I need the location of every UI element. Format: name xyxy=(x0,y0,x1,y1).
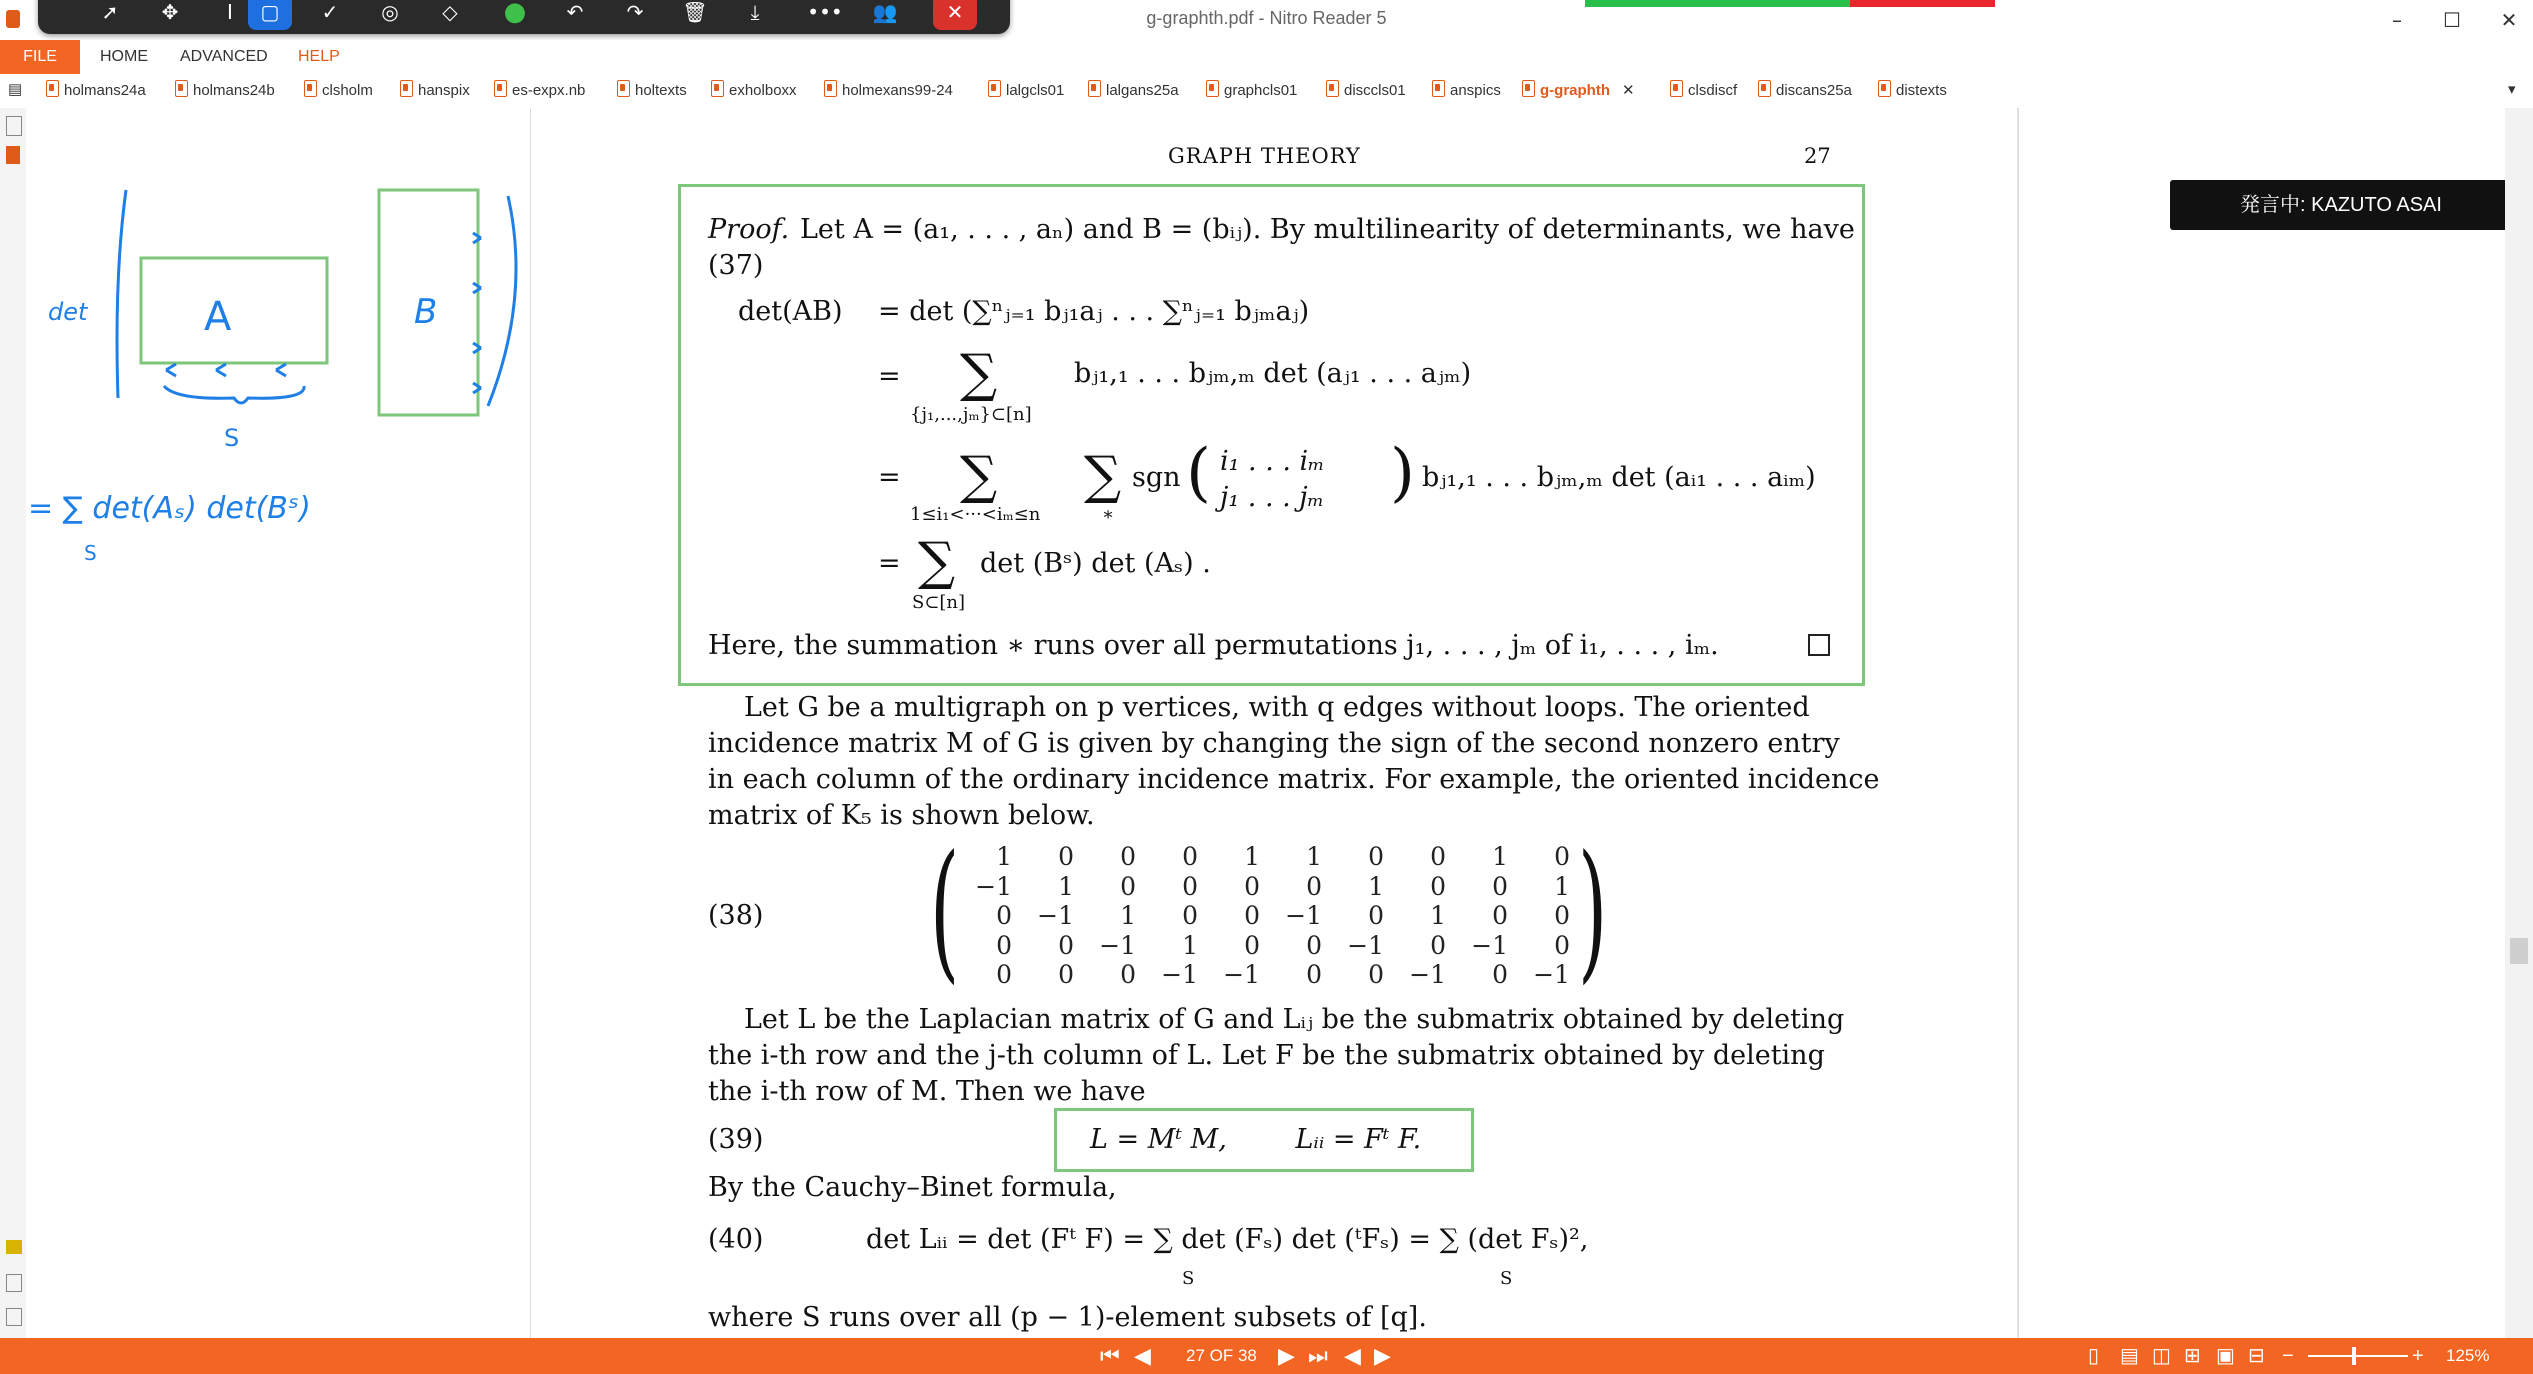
speaker-indicator: 発言中: KAZUTO ASAI xyxy=(2170,180,2512,230)
matrix-cell: 0 xyxy=(1244,901,1260,930)
last-page-icon[interactable]: ⏭ xyxy=(1308,1343,1328,1368)
vertical-scrollbar[interactable] xyxy=(2505,108,2533,1338)
matrix-cell: −1 xyxy=(1161,960,1198,989)
eq37-lhs: det(AB) xyxy=(738,296,843,327)
right-margin xyxy=(2018,108,2506,1338)
color-dot-icon[interactable]: ● xyxy=(503,0,527,27)
sum-symbol: ∑ xyxy=(918,532,956,592)
matrix-cell: 0 xyxy=(1554,842,1570,871)
pdf-icon xyxy=(1088,80,1101,97)
menu-file[interactable]: FILE xyxy=(0,40,80,74)
meeting-status-green xyxy=(1585,0,1850,7)
pdf-icon xyxy=(1432,80,1445,97)
matrix-cell: 0 xyxy=(1120,960,1136,989)
eq37-line3-sub1: 1≤i₁<···<iₘ≤n xyxy=(910,504,1041,525)
matrix-cell: 1 xyxy=(1244,842,1260,871)
matrix-cell: 1 xyxy=(1058,871,1074,901)
handwriting-a: A xyxy=(204,294,232,340)
pdf-icon xyxy=(175,80,188,97)
zoom-in-icon[interactable]: + xyxy=(2412,1345,2424,1367)
minimize-button[interactable]: – xyxy=(2392,8,2402,32)
para2-line3: the i-th row of M. Then we have xyxy=(708,1076,1146,1107)
menu-help[interactable]: HELP xyxy=(298,48,340,65)
move-icon[interactable]: ✥ xyxy=(161,0,179,24)
bookmark-icon[interactable] xyxy=(6,146,20,164)
tab-holtexts[interactable]: holtexts xyxy=(617,80,687,102)
para1-line3: in each column of the ordinary incidence matrix. For example, the oriented incidence xyxy=(708,764,1880,795)
incidence-matrix xyxy=(950,842,1570,990)
matrix-cell: 0 xyxy=(1244,871,1260,901)
tab-holmexans99-24[interactable]: holmexans99-24 xyxy=(824,80,953,102)
qed-box xyxy=(1808,634,1830,656)
text-cursor-icon[interactable]: Ⅰ xyxy=(227,0,233,24)
sum-symbol: ∑ xyxy=(960,446,998,506)
eq37-line4-sub: S⊂[n] xyxy=(912,592,966,613)
matrix-cell: 0 xyxy=(1306,960,1322,989)
matrix-cell: 1 xyxy=(1306,842,1322,871)
matrix-cell: 0 xyxy=(1492,871,1508,901)
matrix-cell: 0 xyxy=(1244,930,1260,960)
facing-view-icon[interactable]: ◫ xyxy=(2152,1345,2171,1367)
tab-discans25a[interactable]: discans25a xyxy=(1758,80,1852,102)
download-icon[interactable]: ⤓ xyxy=(750,0,760,24)
matrix-row xyxy=(950,960,1570,990)
pdf-icon xyxy=(1206,80,1219,97)
matrix-row xyxy=(950,901,1570,931)
matrix-cell: −1 xyxy=(1285,901,1322,930)
zoom-slider-handle[interactable] xyxy=(2352,1347,2356,1365)
running-header: GRAPH THEORY xyxy=(1168,144,1361,168)
matrix-cell: −1 xyxy=(1099,930,1136,960)
eq37-eq3: = xyxy=(878,462,901,493)
matrix-cell: 0 xyxy=(1058,960,1074,989)
matrix-cell: 0 xyxy=(1368,960,1384,989)
pdf-icon xyxy=(711,80,724,97)
matrix-cell: −1 xyxy=(1409,960,1446,989)
single-page-view-icon[interactable]: ▯ xyxy=(2088,1345,2100,1367)
tab-clsholm[interactable]: clsholm xyxy=(304,80,373,102)
right-paren-stroke xyxy=(488,196,516,406)
matrix-cell: 0 xyxy=(1182,901,1198,930)
tab-anspics[interactable]: anspics xyxy=(1432,80,1501,102)
more-icon[interactable]: ••• xyxy=(807,0,843,24)
layers-icon[interactable] xyxy=(6,1308,22,1326)
eq40-label: (40) xyxy=(708,1224,764,1255)
matrix-cell: 0 xyxy=(996,960,1012,989)
continuous-view-icon[interactable]: ▤ xyxy=(2120,1345,2139,1367)
matrix-cell: 1 xyxy=(1182,930,1198,960)
brace-stroke xyxy=(164,386,304,403)
matrix-cell: 0 xyxy=(1554,930,1570,960)
matrix-cell: 0 xyxy=(1306,871,1322,901)
side-panel-strip xyxy=(0,108,27,1338)
matrix-cell: 1 xyxy=(1430,901,1446,930)
eq37-line4: det (Bˢ) det (Aₛ) . xyxy=(980,548,1211,579)
tab-holmans24b[interactable]: holmans24b xyxy=(175,80,275,102)
eq39-label: (39) xyxy=(708,1124,764,1155)
tab-graphcls01[interactable]: graphcls01 xyxy=(1206,80,1297,102)
check-icon[interactable]: ✓ xyxy=(321,0,339,24)
fit-page-icon[interactable]: ▣ xyxy=(2216,1345,2235,1367)
tab-g-graphth[interactable]: g-graphth ✕ xyxy=(1522,80,1635,102)
handwriting-b: B xyxy=(414,292,438,332)
matrix-cell: −1 xyxy=(975,871,1012,901)
matrix-cell: 1 xyxy=(1120,901,1136,930)
handwriting-s-brace: S xyxy=(224,424,240,452)
first-page-icon[interactable]: ⏮ xyxy=(1100,1343,1120,1368)
matrix-cell: 0 xyxy=(1182,871,1198,901)
app-icon xyxy=(6,10,20,28)
tab-list-icon[interactable]: ▤ xyxy=(8,81,23,98)
document-tabs xyxy=(0,74,2533,109)
sum-symbol: ∑ xyxy=(960,344,998,404)
zoom-level[interactable]: 125% xyxy=(2446,1346,2490,1365)
window-title: g-graphth.pdf - Nitro Reader 5 xyxy=(1146,8,1387,28)
close-window-button[interactable]: ✕ xyxy=(2500,8,2518,32)
matrix-cell: 0 xyxy=(1120,842,1136,871)
tab-overflow-icon[interactable]: ▾ xyxy=(2508,81,2516,98)
matrix-row xyxy=(950,872,1570,902)
scrollbar-thumb[interactable] xyxy=(2510,938,2528,964)
zoom-slider-track[interactable] xyxy=(2308,1355,2408,1357)
eq37-line2: bⱼ₁,₁ . . . bⱼₘ,ₘ det (aⱼ₁ . . . aⱼₘ) xyxy=(1074,358,1472,389)
para2-line2: the i-th row and the j-th column of L. Let F be the submatrix obtained by deleting xyxy=(708,1040,1825,1071)
pdf-icon xyxy=(824,80,837,97)
matrix-cell: 0 xyxy=(1182,842,1198,871)
menu-home[interactable]: HOME xyxy=(100,48,148,65)
tab-clsdiscf[interactable]: clsdiscf xyxy=(1670,80,1737,102)
matrix-cell: 0 xyxy=(1368,901,1384,930)
attachment-icon[interactable] xyxy=(6,1274,22,1292)
proof-end-text: Here, the summation ∗ runs over all permutations j₁, . . . , jₘ of i₁, . . . , iₘ. xyxy=(708,630,1719,661)
people-icon[interactable]: 👥 xyxy=(872,0,898,24)
pdf-icon xyxy=(1758,80,1771,97)
pdf-icon xyxy=(1522,80,1535,97)
pdf-icon xyxy=(1878,80,1891,97)
menu-bar xyxy=(0,40,2533,74)
pdf-icon xyxy=(46,80,59,97)
next-page-icon[interactable]: ▶ xyxy=(1278,1343,1295,1368)
matrix-cell: −1 xyxy=(1347,930,1384,960)
matrix-cell: 0 xyxy=(1492,901,1508,930)
undo-icon[interactable]: ↶ xyxy=(566,0,584,24)
close-tab-icon[interactable]: ✕ xyxy=(1621,82,1635,99)
matrix-cell: 1 xyxy=(1554,871,1570,901)
pointer-icon[interactable]: ➚ xyxy=(101,0,119,24)
eq37-eq4: = xyxy=(878,548,901,579)
eq37-line3: bⱼ₁,₁ . . . bⱼₘ,ₘ det (aᵢ₁ . . . aᵢₘ) xyxy=(1422,462,1816,493)
pages-icon[interactable] xyxy=(6,116,22,136)
eq37-line2-sub: {j₁,...,jₘ}⊂[n] xyxy=(910,404,1032,425)
tab-hanspix[interactable]: hanspix xyxy=(400,80,470,102)
forward-view-icon[interactable]: ▶ xyxy=(1374,1343,1391,1368)
pdf-icon xyxy=(617,80,630,97)
matrix-cell: 0 xyxy=(1058,842,1074,871)
left-paren: ( xyxy=(1186,436,1211,510)
pdf-icon xyxy=(494,80,507,97)
menu-advanced[interactable]: ADVANCED xyxy=(180,48,268,65)
rectangle-icon[interactable]: ▢ xyxy=(248,0,292,30)
tab-lalgcls01[interactable]: lalgcls01 xyxy=(988,80,1064,102)
para2-line1: Let L be the Laplacian matrix of G and Lᵢⱼ be the submatrix obtained by deleting xyxy=(744,1004,1845,1035)
matrix-cell: −1 xyxy=(1037,901,1074,930)
last-line: where S runs over all (p − 1)-element subsets of [q]. xyxy=(708,1302,1427,1333)
para1-line2: incidence matrix M of G is given by changing the sign of the second nonzero entry xyxy=(708,728,1840,759)
maximize-button[interactable]: ☐ xyxy=(2443,8,2461,32)
grid-view-icon[interactable]: ⊞ xyxy=(2184,1345,2201,1367)
matrix-cell: 0 xyxy=(996,930,1012,960)
sgn-label: sgn xyxy=(1132,462,1181,493)
matrix-cell: 1 xyxy=(1368,871,1384,901)
matrix-table xyxy=(950,842,1570,990)
handwriting-canvas xyxy=(26,108,530,608)
eq39-body: L = Mᵗ M, Lᵢᵢ = Fᵗ F. xyxy=(1090,1124,1422,1155)
proof-highlight-box xyxy=(678,184,1865,686)
para1-line4: matrix of K₅ is shown below. xyxy=(708,800,1095,831)
handwriting-equation: = ∑ det(Aₛ) det(Bˢ) xyxy=(28,491,311,526)
eq40-sub2: S xyxy=(1500,1268,1513,1289)
proof-label: Proof. xyxy=(708,214,790,245)
matrix-row xyxy=(950,931,1570,961)
pdf-icon xyxy=(1326,80,1339,97)
tab-holmans24a[interactable]: holmans24a xyxy=(46,80,146,102)
para1-line1: Let G be a multigraph on p vertices, with q edges without loops. The oriented xyxy=(744,692,1810,723)
prev-page-icon[interactable]: ◀ xyxy=(1134,1343,1151,1368)
sum-symbol: ∑ xyxy=(1084,446,1122,506)
matrix-cell: −1 xyxy=(1471,930,1508,960)
stamp-icon[interactable]: ◎ xyxy=(381,0,399,24)
perm-bottom: j₁ . . . jₘ xyxy=(1220,482,1325,513)
eq40-sub1: S xyxy=(1182,1268,1195,1289)
pdf-icon xyxy=(400,80,413,97)
eq38-label: (38) xyxy=(708,900,764,931)
matrix-cell: 0 xyxy=(1058,930,1074,960)
matrix-cell: −1 xyxy=(1223,960,1260,989)
eraser-icon[interactable]: ◇ xyxy=(442,0,458,24)
perm-top: i₁ . . . iₘ xyxy=(1220,446,1325,477)
proof-intro: Let A = (a₁, . . . , aₙ) and B = (bᵢⱼ). By multilinearity of determinants, we have xyxy=(800,214,1855,245)
redo-icon[interactable]: ↷ xyxy=(626,0,644,24)
eq37-line1: = det (∑ⁿⱼ₌₁ bⱼ₁aⱼ . . . ∑ⁿⱼ₌₁ bⱼₘaⱼ) xyxy=(878,296,1310,327)
matrix-cell: 1 xyxy=(996,842,1012,871)
matrix-cell: 0 xyxy=(996,901,1012,930)
pdf-icon xyxy=(1670,80,1683,97)
tab-disccls01[interactable]: disccls01 xyxy=(1326,80,1406,102)
tab-distexts[interactable]: distexts xyxy=(1878,80,1947,102)
matrix-a-box xyxy=(141,258,327,363)
eq37-eq2: = xyxy=(878,361,901,392)
tab-es-expx[interactable]: es-expx.nb xyxy=(494,80,585,102)
matrix-cell: −1 xyxy=(1533,960,1570,989)
matrix-cell: 0 xyxy=(1554,901,1570,930)
tab-lalgans25a[interactable]: lalgans25a xyxy=(1088,80,1179,102)
left-paren-stroke xyxy=(117,190,126,398)
page-number: 27 xyxy=(1804,144,1831,168)
matrix-cell: 0 xyxy=(1430,930,1446,960)
close-toolbar-icon[interactable]: ✕ xyxy=(933,0,977,30)
handwriting-det: det xyxy=(48,298,88,326)
meeting-status-red xyxy=(1850,0,1995,7)
matrix-cell: 0 xyxy=(1306,930,1322,960)
annotation-toolbar xyxy=(38,0,1010,34)
back-view-icon[interactable]: ◀ xyxy=(1344,1343,1361,1368)
page-indicator[interactable]: 27 OF 38 xyxy=(1186,1346,1257,1365)
matrix-right-paren: ) xyxy=(1578,824,1608,998)
matrix-cell: 0 xyxy=(1430,871,1446,901)
eq37-line3-sub2: ∗ xyxy=(1102,504,1115,525)
tab-exholboxx[interactable]: exholboxx xyxy=(711,80,797,102)
matrix-cell: 1 xyxy=(1492,842,1508,871)
fit-width-icon[interactable]: ⊟ xyxy=(2248,1345,2265,1367)
right-paren: ) xyxy=(1390,436,1415,510)
matrix-left-paren: ( xyxy=(930,824,960,998)
eq40-body: det Lᵢᵢ = det (Fᵗ F) = ∑ det (Fₛ) det (ᵗFₛ) = ∑ (det Fₛ)², xyxy=(866,1224,1589,1255)
eq37-label: (37) xyxy=(708,250,764,281)
pdf-icon xyxy=(304,80,317,97)
zoom-out-icon[interactable]: − xyxy=(2282,1345,2294,1367)
comment-icon[interactable] xyxy=(6,1240,22,1254)
matrix-row xyxy=(950,842,1570,872)
pdf-icon xyxy=(988,80,1001,97)
trash-icon[interactable]: 🗑 xyxy=(682,0,708,24)
cauchy-binet-line: By the Cauchy–Binet formula, xyxy=(708,1172,1117,1203)
matrix-cell: 0 xyxy=(1492,960,1508,989)
matrix-cell: 0 xyxy=(1368,842,1384,871)
matrix-cell: 0 xyxy=(1430,842,1446,871)
handwriting-sum-sub: S xyxy=(84,541,97,565)
matrix-cell: 0 xyxy=(1120,871,1136,901)
